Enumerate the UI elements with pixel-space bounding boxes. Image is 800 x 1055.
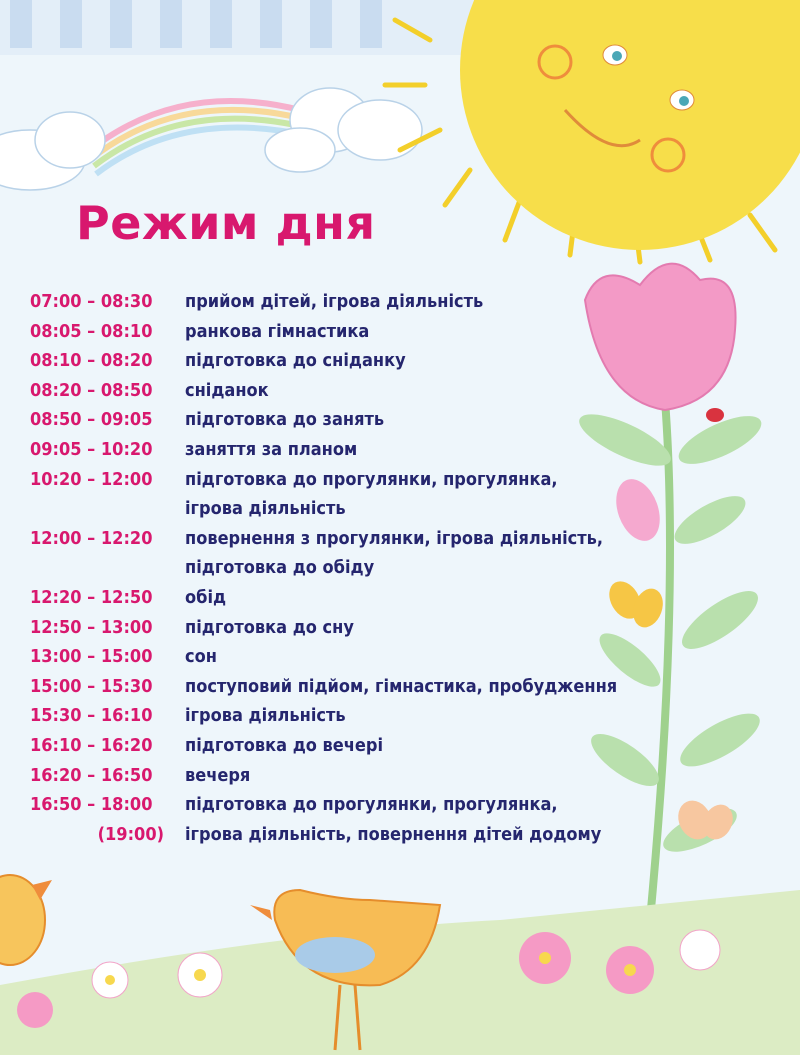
schedule-activity: підготовка до обіду: [185, 557, 375, 579]
schedule-activity: ігрова діяльність: [185, 498, 346, 520]
schedule-row: [30, 435, 690, 465]
schedule-time: 15:00 – 15:30: [30, 675, 153, 697]
schedule-row: [30, 287, 690, 317]
schedule-row: [30, 465, 690, 495]
schedule-row: [30, 583, 690, 613]
schedule-time: 16:10 – 16:20: [30, 734, 153, 756]
rainbow-icon: [90, 101, 300, 174]
schedule-activity: ігрова діяльність, повернення дітей додому: [185, 823, 602, 845]
schedule-activity: заняття за планом: [185, 438, 358, 460]
schedule-table: [30, 287, 690, 849]
schedule-time: 08:20 – 08:50: [30, 379, 153, 401]
schedule-time: 16:50 – 18:00: [30, 794, 153, 816]
schedule-row: [30, 820, 690, 850]
schedule-activity: підготовка до вечері: [185, 734, 384, 756]
schedule-row: [30, 405, 690, 435]
schedule-activity: підготовка до сніданку: [185, 350, 406, 372]
schedule-row: [30, 524, 690, 554]
schedule-activity: підготовка до прогулянки, прогулянка,: [185, 794, 558, 816]
schedule-row: [30, 494, 690, 524]
schedule-time: 08:05 – 08:10: [30, 320, 153, 342]
schedule-time: 16:20 – 16:50: [30, 764, 153, 786]
schedule-activity: поступовий підйом, гімнастика, пробудження: [185, 675, 618, 697]
schedule-time: 12:00 – 12:20: [30, 527, 153, 549]
schedule-activity: підготовка до занять: [185, 409, 385, 431]
schedule-row: [30, 317, 690, 347]
schedule-row: [30, 553, 690, 583]
schedule-time: 12:50 – 13:00: [30, 616, 153, 638]
schedule-row: [30, 790, 690, 820]
schedule-activity: підготовка до сну: [185, 616, 354, 638]
schedule-row: [30, 672, 690, 702]
schedule-activity: підготовка до прогулянки, прогулянка,: [185, 468, 558, 490]
schedule-row: [30, 731, 690, 761]
schedule-time: 09:05 – 10:20: [30, 438, 153, 460]
schedule-time: 15:30 – 16:10: [30, 705, 153, 727]
schedule-time: (19:00): [97, 823, 164, 845]
schedule-time: 12:20 – 12:50: [30, 586, 153, 608]
schedule-activity: ранкова гімнастика: [185, 320, 370, 342]
schedule-time: 07:00 – 08:30: [30, 291, 153, 312]
schedule-activity: вечеря: [185, 764, 251, 786]
schedule-row: [30, 642, 690, 672]
schedule-row: [30, 701, 690, 731]
schedule-time: 08:50 – 09:05: [30, 409, 153, 431]
schedule-activity: прийом дітей, ігрова діяльність: [185, 291, 484, 312]
schedule-activity: обід: [185, 586, 227, 608]
page-title: Режим дня: [76, 196, 376, 250]
schedule-time: 13:00 – 15:00: [30, 646, 153, 668]
schedule-time: 08:10 – 08:20: [30, 350, 153, 372]
schedule-time: 10:20 – 12:00: [30, 468, 153, 490]
schedule-row: [30, 761, 690, 791]
schedule-activity: ігрова діяльність: [185, 705, 346, 727]
schedule-activity: повернення з прогулянки, ігрова діяльність,: [185, 527, 604, 549]
schedule-row: [30, 613, 690, 643]
schedule-row: [30, 376, 690, 406]
schedule-activity: сон: [185, 646, 217, 668]
schedule-activity: сніданок: [185, 379, 269, 401]
schedule-row: [30, 346, 690, 376]
